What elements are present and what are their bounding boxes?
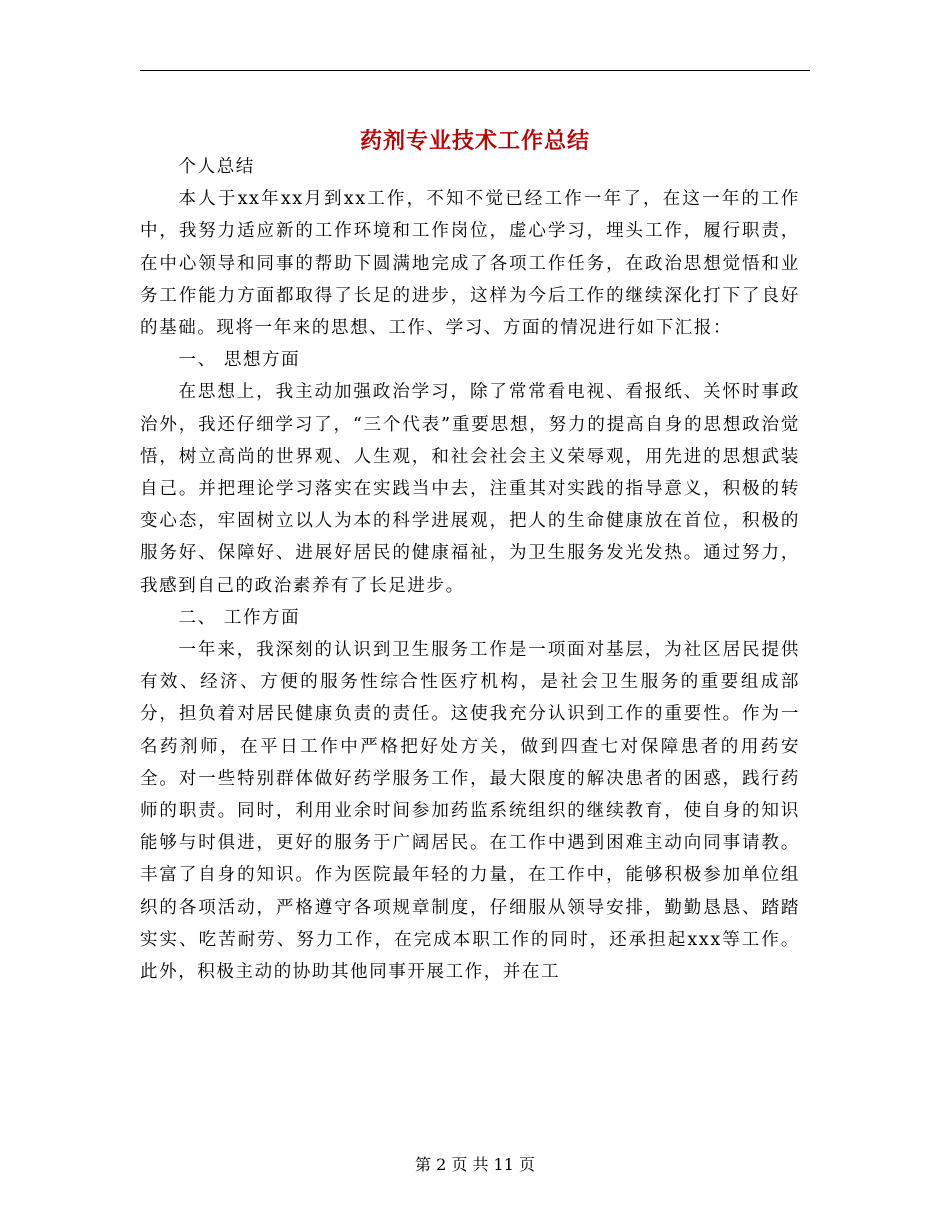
- thought-paragraph: 在思想上，我主动加强政治学习，除了常常看电视、看报纸、关怀时事政治外，我还仔细学习了，“三个代表”重要思想，努力的提高自身的思想政治觉悟，树立高尚的世界观、人生观，和社会社会主义荣辱观，用先进的思想武装自己。并把理论学习落实在实践当中去，注重其对实践的指导意义，积极的转变心态，牢固树立以人为本的科学进展观，把人的生命健康放在首位，积极的服务好、保障好、进展好居民的健康福祉，为卫生服务发光发热。通过努力，我感到自己的政治素养有了长足进步。: [140, 382, 800, 596]
- section-heading-thought: 一、 思想方面: [178, 350, 301, 371]
- section-label: 个人总结: [178, 157, 255, 177]
- work-paragraph: 一年来，我深刻的认识到卫生服务工作是一项面对基层，为社区居民提供有效、经济、方便的服务性综合性医疗机构，是社会卫生服务的重要组成部分，担负着对居民健康负责的责任。这使我充分认识到工作的重要性。作为一名药剂师，在平日工作中严格把好处方关，做到四查七对保障患者的用药安全。对一些特别群体做好药学服务工作，最大限度的解决患者的困惑，践行药师的职责。同时，利用业余时间参加药监系统组织的继续教育，使自身的知识能够与时俱进，更好的服务于广阔居民。在工作中遇到困难主动向同事请教。丰富了自身的知识。作为医院最年轻的力量，在工作中，能够积极参加单位组织的各项活动，严格遵守各项规章制度，仔细服从领导安排，勤勤恳恳、踏踏实实、吃苦耐劳、努力工作，在完成本职工作的同时，还承担起xxx等工作。此外，积极主动的协助其他同事开展工作，并在工: [140, 640, 800, 983]
- document-body: [140, 151, 800, 988]
- page-number: 第 2 页 共 11 页: [415, 1155, 535, 1174]
- header-rule: [140, 70, 810, 71]
- document-title: 药剂专业技术工作总结: [359, 127, 590, 154]
- section-heading-work: 二、 工作方面: [178, 607, 301, 628]
- intro-paragraph: 本人于xx年xx月到xx工作，不知不觉已经工作一年了，在这一年的工作中，我努力适应新的工作环境和工作岗位，虚心学习，埋头工作，履行职责，在中心领导和同事的帮助下圆满地完成了各项工作任务，在政治思想觉悟和业务工作能力方面都取得了长足的进步，这样为今后工作的继续深化打下了良好的基础。现将一年来的思想、工作、学习、方面的情况进行如下汇报：: [140, 189, 800, 339]
